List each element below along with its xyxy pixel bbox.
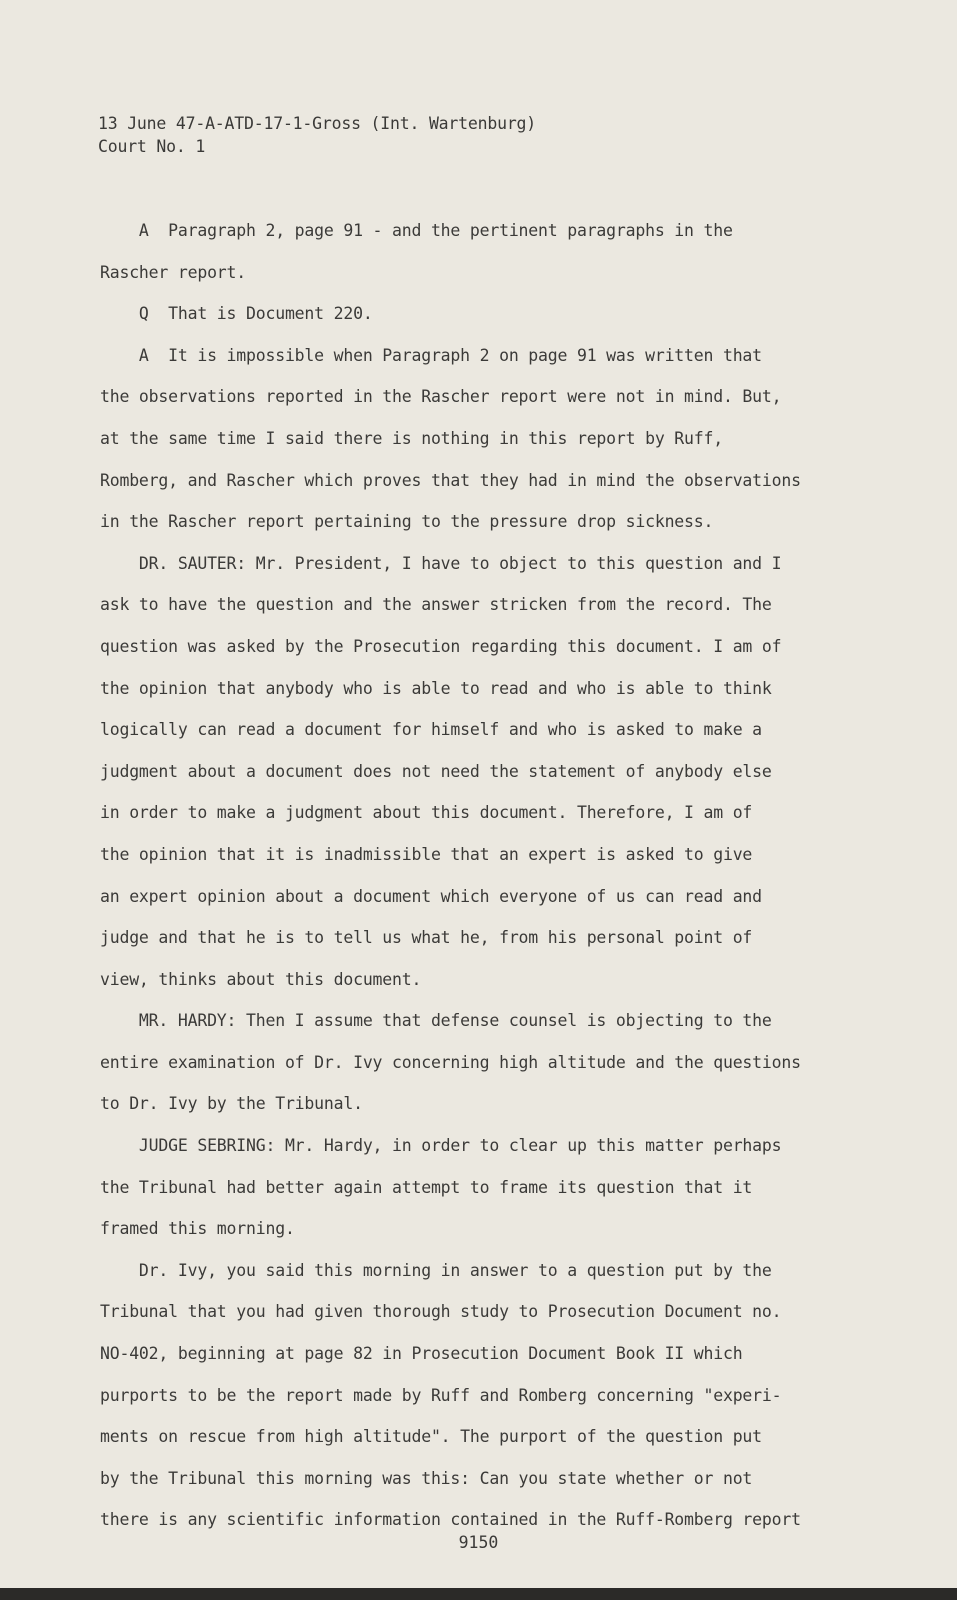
transcript-line: the observations reported in the Rascher report were not in mind. But, (100, 387, 782, 407)
transcript-line: JUDGE SEBRING: Mr. Hardy, in order to clear up this matter perhaps (100, 1136, 782, 1156)
document-header (98, 112, 536, 158)
transcript-line: judgment about a document does not need the statement of anybody else (100, 761, 772, 781)
header-reference-line: 13 June 47-A-ATD-17-1-Gross (Int. Wartenburg) (98, 114, 537, 133)
transcript-line: in the Rascher report pertaining to the pressure drop sickness. (100, 512, 714, 532)
transcript-line: Dr. Ivy, you said this morning in answer to a question put by the (100, 1260, 772, 1280)
transcript-line: entire examination of Dr. Ivy concerning high altitude and the questions (100, 1052, 801, 1072)
transcript-line: ask to have the question and the answer stricken from the record. The (100, 595, 772, 615)
transcript-line: there is any scientific information contained in the Ruff-Romberg report (100, 1510, 801, 1530)
transcript-line: logically can read a document for himself and who is asked to make a (100, 720, 762, 740)
transcript-line: question was asked by the Prosecution regarding this document. I am of (100, 636, 782, 656)
transcript-line: MR. HARDY: Then I assume that defense counsel is objecting to the (100, 1011, 772, 1031)
transcript-line: A It is impossible when Paragraph 2 on page 91 was written that (100, 345, 762, 365)
transcript-line: purports to be the report made by Ruff and Romberg concerning "experi- (100, 1385, 782, 1405)
transcript-line: the opinion that it is inadmissible that an expert is asked to give (100, 844, 753, 864)
transcript-line: framed this morning. (100, 1219, 295, 1239)
transcript-line: at the same time I said there is nothing in this report by Ruff, (100, 428, 723, 448)
transcript-line: the Tribunal had better again attempt to frame its question that it (100, 1177, 753, 1197)
transcript-line: A Paragraph 2, page 91 - and the pertinent paragraphs in the (100, 221, 733, 240)
transcript-line: view, thinks about this document. (100, 969, 422, 989)
page-number: 9150 (458, 1533, 499, 1552)
transcript-line: in order to make a judgment about this document. Therefore, I am of (100, 803, 753, 823)
scan-bottom-edge (0, 1588, 957, 1600)
transcript-line: DR. SAUTER: Mr. President, I have to object to this question and I (100, 553, 782, 573)
transcript-line: ments on rescue from high altitude". The purport of the question put (100, 1427, 762, 1447)
transcript-line: NO-402, beginning at page 82 in Prosecution Document Book II which (100, 1344, 743, 1364)
transcript-line: by the Tribunal this morning was this: Can you state whether or not (100, 1468, 753, 1488)
transcript-line: Q That is Document 220. (100, 304, 373, 324)
transcript-line: to Dr. Ivy by the Tribunal. (100, 1094, 363, 1114)
transcript-body (100, 210, 860, 1541)
transcript-line: Romberg, and Rascher which proves that they had in mind the observations (100, 470, 801, 490)
transcript-line: Rascher report. (100, 262, 247, 282)
transcript-line: an expert opinion about a document which everyone of us can read and (100, 886, 762, 906)
transcript-line: the opinion that anybody who is able to read and who is able to think (100, 678, 772, 698)
transcript-line: Tribunal that you had given thorough study to Prosecution Document no. (100, 1302, 782, 1322)
header-court-line: Court No. 1 (98, 137, 206, 156)
transcript-line: judge and that he is to tell us what he, from his personal point of (100, 928, 753, 948)
